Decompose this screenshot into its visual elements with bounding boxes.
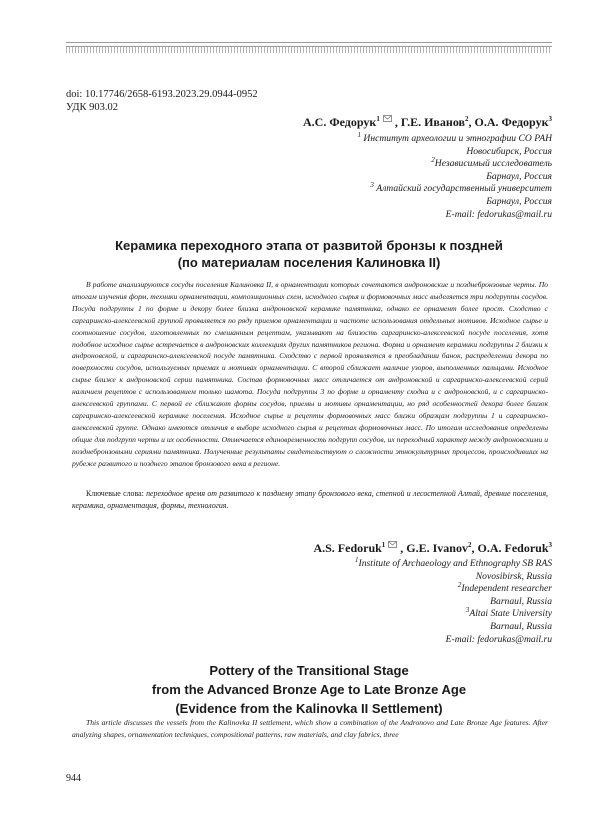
authors-ru — [303, 115, 552, 130]
email-line-en: E-mail: fedorukas@mail.ru — [445, 633, 552, 645]
author-3-ru: О.А. Федорук — [474, 115, 549, 129]
affiliation-line: Barnaul, Russia — [490, 620, 552, 632]
author-2-en: G.E. Ivanov — [406, 541, 468, 555]
article-meta — [66, 88, 258, 114]
envelope-icon[interactable] — [380, 115, 395, 129]
affiliation-line: $^1$Institute of Archaeology and Ethnography SB RAS — [355, 555, 552, 569]
author-1-ru-sup: 1 — [376, 115, 380, 123]
affiliation-line: $^1$ Институт археологии и этнографии СО РАН — [357, 130, 552, 144]
author-separator: , — [468, 115, 475, 129]
title-ru-line-2: (по материалам поселения Калиновка II) — [177, 255, 441, 270]
title-en-line-2: from the Advanced Bronze Age to Late Bronze Age — [151, 682, 467, 697]
author-separator: , — [471, 541, 478, 555]
abstract-en: This article discusses the vessels from the Kalinovka II settlement, which show a combination of the Andronovo and Late Bronze Age features. After analyzing shapes, ornamentation techniques, compositional patterns, raw materials, and clay fabrics, three — [72, 718, 548, 739]
title-en-line-1: Pottery of the Transitional Stage — [209, 663, 409, 678]
abstract-ru: В работе анализируются сосуды поселения Калиновка II, в орнаментации которых сочетаются андроновские и позднебронзовые черты. По итогам изучения форм, техники орнаментации, композиционных схем, исходного сырья и формовочных масс выделяется три подгруппы сосудов. Посуда подгруппы 1 по форме и декору более близка андроновской керамике памятника, однако ее орнамент более прост. Сходство с саргаринско-алексеевской группой проявляется по ряду приемов орнаментации и частоте использования отдельных мотивов. Исходное сырье и соотношение сосудов, изготовленных по смешанным рецептам, указывают на близость саргаринско-алексеевской посуде поселения, хотя подобное исходное сырье встречается в андроновских коллекциях других памятников региона. Форма и орнамент керамики подгруппы 2 близки к андроновской, и саргаринско-алексеевской посуде памятника. Сходство с первой проявляется в преобладании банок, распределении декора по поверхности сосудов, используемых приемах и мотивах орнаментации. С второй сближает наличие узоров, выполненных пальцами. Исходное сырье ближе к андроновской серии памятника. Состав формовочных масс отличается от андроновской и саргаринско-алексеевской серий наличием рецептов с использованием только шамота. Посуда подгруппы 3 по форме и орнаменту сходна и с андроновской, и с саргаринско-алексеевской группами. С первой ее сближают формы сосудов, приемы и мотивы орнаментации, но ряд особенностей декора более близок саргаринско-алексеевской керамике поселения. Исходное сырье и рецепты формовочных масс близки образцам подгруппы 1 и саргаринско-алексеевской группе. Однако имеются отличия в выборе исходного сырья и рецептах формовочных масс. По итогам исследования определены общие для подгрупп черты и их особенности. Отмечается единовременность подгрупп сосудов, их переходный характер между андроновскими и позднебронзовыми сериями памятника. Полученные результаты свидетельствуют о сложности этнокультурных процессов, происходивших на рубеже развитого и позднего этапов бронзового века в регионе. — [72, 280, 548, 468]
author-3-ru-sup: 3 — [548, 115, 552, 123]
keywords-ru — [72, 488, 548, 512]
affiliation-line: Барнаул, Россия — [486, 170, 552, 182]
keywords-label: Ключевые слова: — [86, 489, 147, 498]
keywords-text: переходное время от развитого к позднему этапу бронзового века, степной и лесостепной Алтай, древние поселения, керамика, орнаментация, формы, технология. — [72, 489, 548, 510]
affiliation-line: $^2$Независимый исследователь — [431, 156, 552, 170]
article-title-en — [66, 661, 552, 718]
page-number: 944 — [66, 773, 81, 784]
author-1-en: A.S. Fedoruk — [313, 541, 382, 555]
title-ru-line-1: Керамика переходного этапа от развитой бронзы к поздней — [115, 238, 503, 253]
affiliation-line: Барнаул, Россия — [486, 195, 552, 207]
header-hatch-band — [66, 47, 552, 53]
affiliation-line: $^3$Altai State University — [465, 606, 552, 620]
affiliation-line: Barnaul, Russia — [490, 595, 552, 607]
affiliation-line: $^3$ Алтайский государственный университет — [370, 181, 552, 195]
author-3-en-sup: 3 — [548, 541, 552, 549]
author-separator: , — [400, 541, 407, 555]
author-2-ru-sup: 2 — [465, 115, 469, 123]
author-2-en-sup: 2 — [467, 541, 472, 549]
author-1-en-sup: 1 — [381, 541, 386, 549]
article-title-ru — [66, 237, 552, 271]
email-line-ru: E-mail: fedorukas@mail.ru — [445, 208, 552, 220]
title-en-line-3: (Evidence from the Kalinovka II Settlement) — [175, 701, 443, 716]
affiliation-line: $^2$Independent researcher — [457, 581, 552, 595]
author-2-ru: Г.Е. Иванов — [400, 115, 466, 129]
affiliations-en — [355, 555, 552, 646]
header-rule — [66, 42, 552, 43]
affiliations-ru — [357, 130, 552, 221]
udk-code: УДК 903.02 — [66, 102, 119, 113]
authors-en — [313, 541, 552, 556]
author-separator: , — [394, 115, 401, 129]
affiliation-line: Novosibirsk, Russia — [475, 570, 552, 582]
affiliation-line: Новосибирск, Россия — [466, 145, 552, 157]
doi-link[interactable]: doi: 10.17746/2658-6193.2023.29.0944-0952 — [66, 89, 258, 100]
author-1-ru: А.С. Федорук — [303, 115, 377, 129]
envelope-icon[interactable] — [385, 541, 400, 555]
author-3-en: O.A. Fedoruk — [477, 541, 549, 555]
